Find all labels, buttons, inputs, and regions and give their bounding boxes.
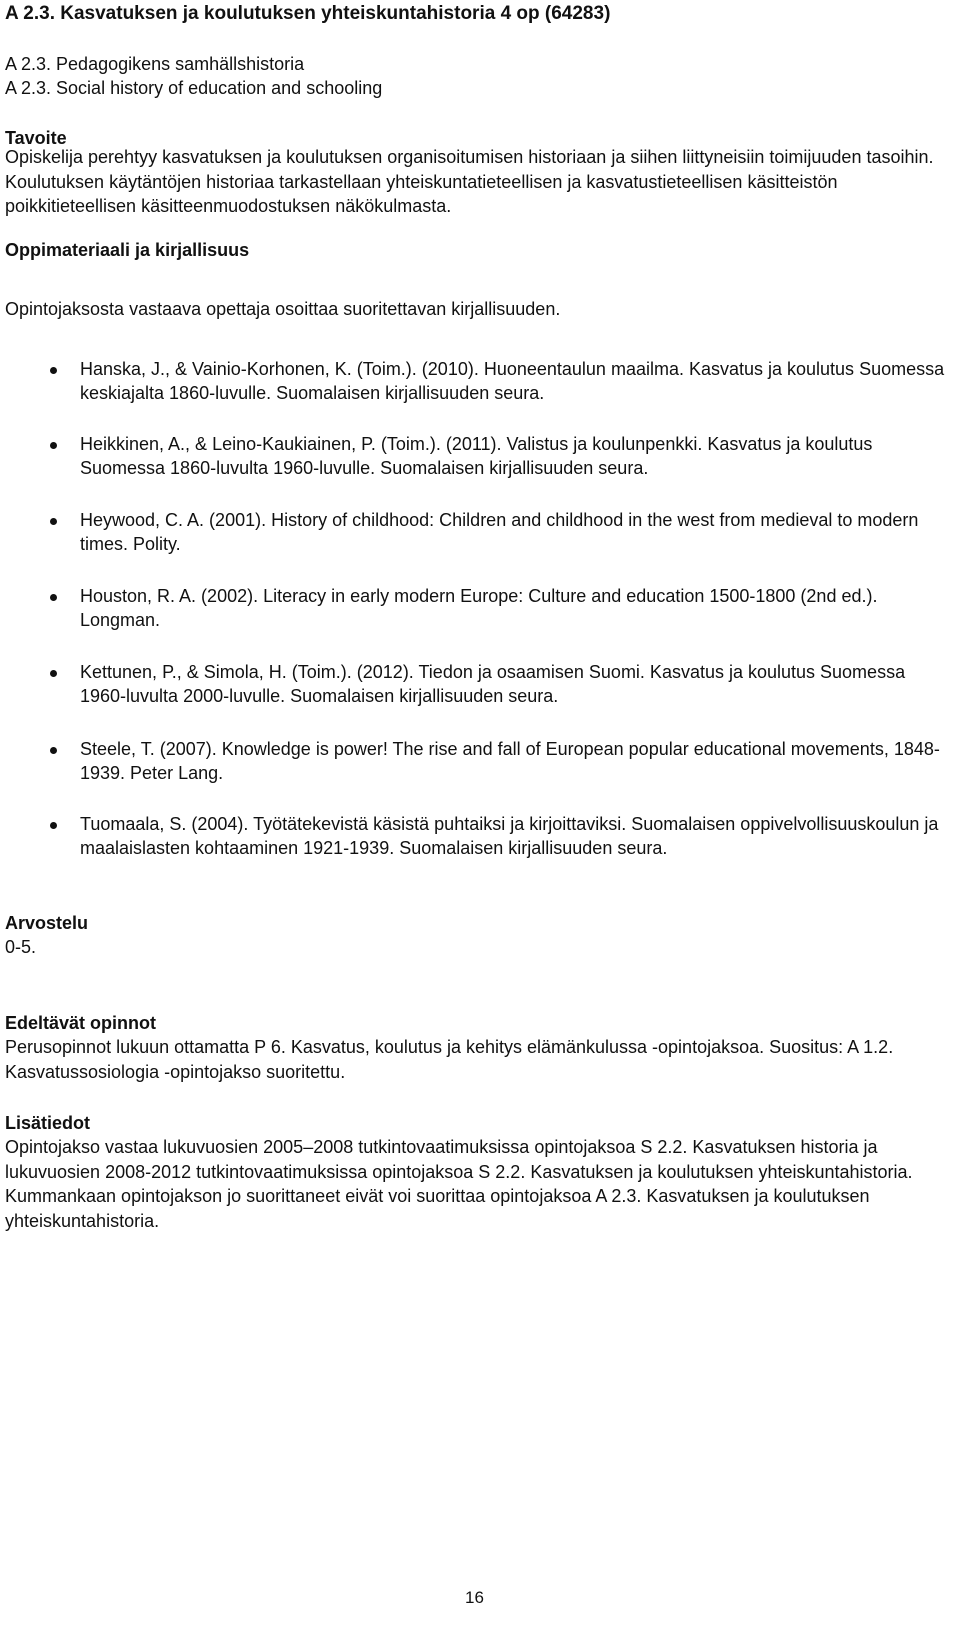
lisatiedot-text: Opintojakso vastaa lukuvuosien 2005–2008 tutkintovaatimuksissa opintojaksoa S 2.2. Kasvatuksen historia ja lukuvuosien 2008-2012 tutkintovaatimuksissa opintojaksoa S 2.2. Kasvatuksen ja koulutuksen yhteiskuntahistoria. Kummankaan opintojakson jo suorittaneet eivät voi suorittaa opintojaksoa A 2.3. Kasvatuksen ja koulutuksen yhteiskuntahistoria. [5, 1137, 913, 1231]
reference-text: Hanska, J., & Vainio-Korhonen, K. (Toim.). (2010). Huoneentaulun maailma. Kasvatus ja koulutus Suomessa keskiajalta 1860-luvulle. Suomalaisen kirjallisuuden seura. [80, 359, 945, 403]
course-title-swedish: A 2.3. Pedagogikens samhällshistoria [5, 54, 305, 74]
bullet-icon [50, 747, 57, 754]
oppimateriaali-heading: Oppimateriaali ja kirjallisuus [5, 240, 250, 260]
tavoite-heading: Tavoite [5, 128, 67, 148]
bullet-icon [50, 367, 57, 374]
reference-text: Tuomaala, S. (2004). Työtätekevistä käsistä puhtaiksi ja kirjoittaviksi. Suomalaisen oppivelvollisuuskoulun ja maalaislasten kohtaaminen 1921-1939. Suomalaisen kirjallisuuden seura. [80, 814, 939, 858]
bullet-icon [50, 442, 57, 449]
reference-text: Houston, R. A. (2002). Literacy in early modern Europe: Culture and education 1500-1800 (2nd ed.). Longman. [80, 586, 878, 630]
course-title: A 2.3. Kasvatuksen ja koulutuksen yhteiskuntahistoria 4 op (64283) [5, 3, 611, 24]
bullet-icon [50, 670, 57, 677]
bullet-icon [50, 822, 57, 829]
bullet-icon [50, 594, 57, 601]
course-title-english: A 2.3. Social history of education and schooling [5, 78, 383, 98]
arvostelu-text: 0-5. [5, 937, 37, 957]
literature-intro: Opintojaksosta vastaava opettaja osoittaa suoritettavan kirjallisuuden. [5, 299, 561, 319]
reference-text: Heikkinen, A., & Leino-Kaukiainen, P. (Toim.). (2011). Valistus ja koulunpenkki. Kasvatus ja koulutus Suomessa 1860-luvulta 1960-luvulle. Suomalaisen kirjallisuuden seura. [80, 434, 873, 478]
lisatiedot-heading: Lisätiedot [5, 1113, 91, 1133]
reference-text: Heywood, C. A. (2001). History of childhood: Children and childhood in the west from medieval to modern times. Polity. [80, 510, 919, 554]
edeltavat-text: Perusopinnot lukuun ottamatta P 6. Kasvatus, koulutus ja kehitys elämänkulussa -opintojaksoa. Suositus: A 1.2. Kasvatussosiologia -opintojakso suoritettu. [5, 1037, 894, 1082]
page-number: 16 [465, 1588, 484, 1607]
reference-text: Steele, T. (2007). Knowledge is power! The rise and fall of European popular educational movements, 1848-1939. Peter Lang. [80, 739, 940, 783]
bullet-icon [50, 518, 57, 525]
tavoite-text: Opiskelija perehtyy kasvatuksen ja koulutuksen organisoitumisen historiaan ja siihen liittyneisiin toimijuuden tasoihin. Koulutuksen käytäntöjen historiaa tarkastellaan yhteiskuntatieteellisen ja kasvatustieteellisen käsitteistön poikkitieteellisen käsitteenmuodostuksen näkökulmasta. [5, 147, 934, 216]
arvostelu-heading: Arvostelu [5, 913, 89, 933]
edeltavat-heading: Edeltävät opinnot [5, 1013, 157, 1033]
reference-text: Kettunen, P., & Simola, H. (Toim.). (2012). Tiedon ja osaamisen Suomi. Kasvatus ja koulutus Suomessa 1960-luvulta 2000-luvulle. Suomalaisen kirjallisuuden seura. [80, 662, 906, 706]
